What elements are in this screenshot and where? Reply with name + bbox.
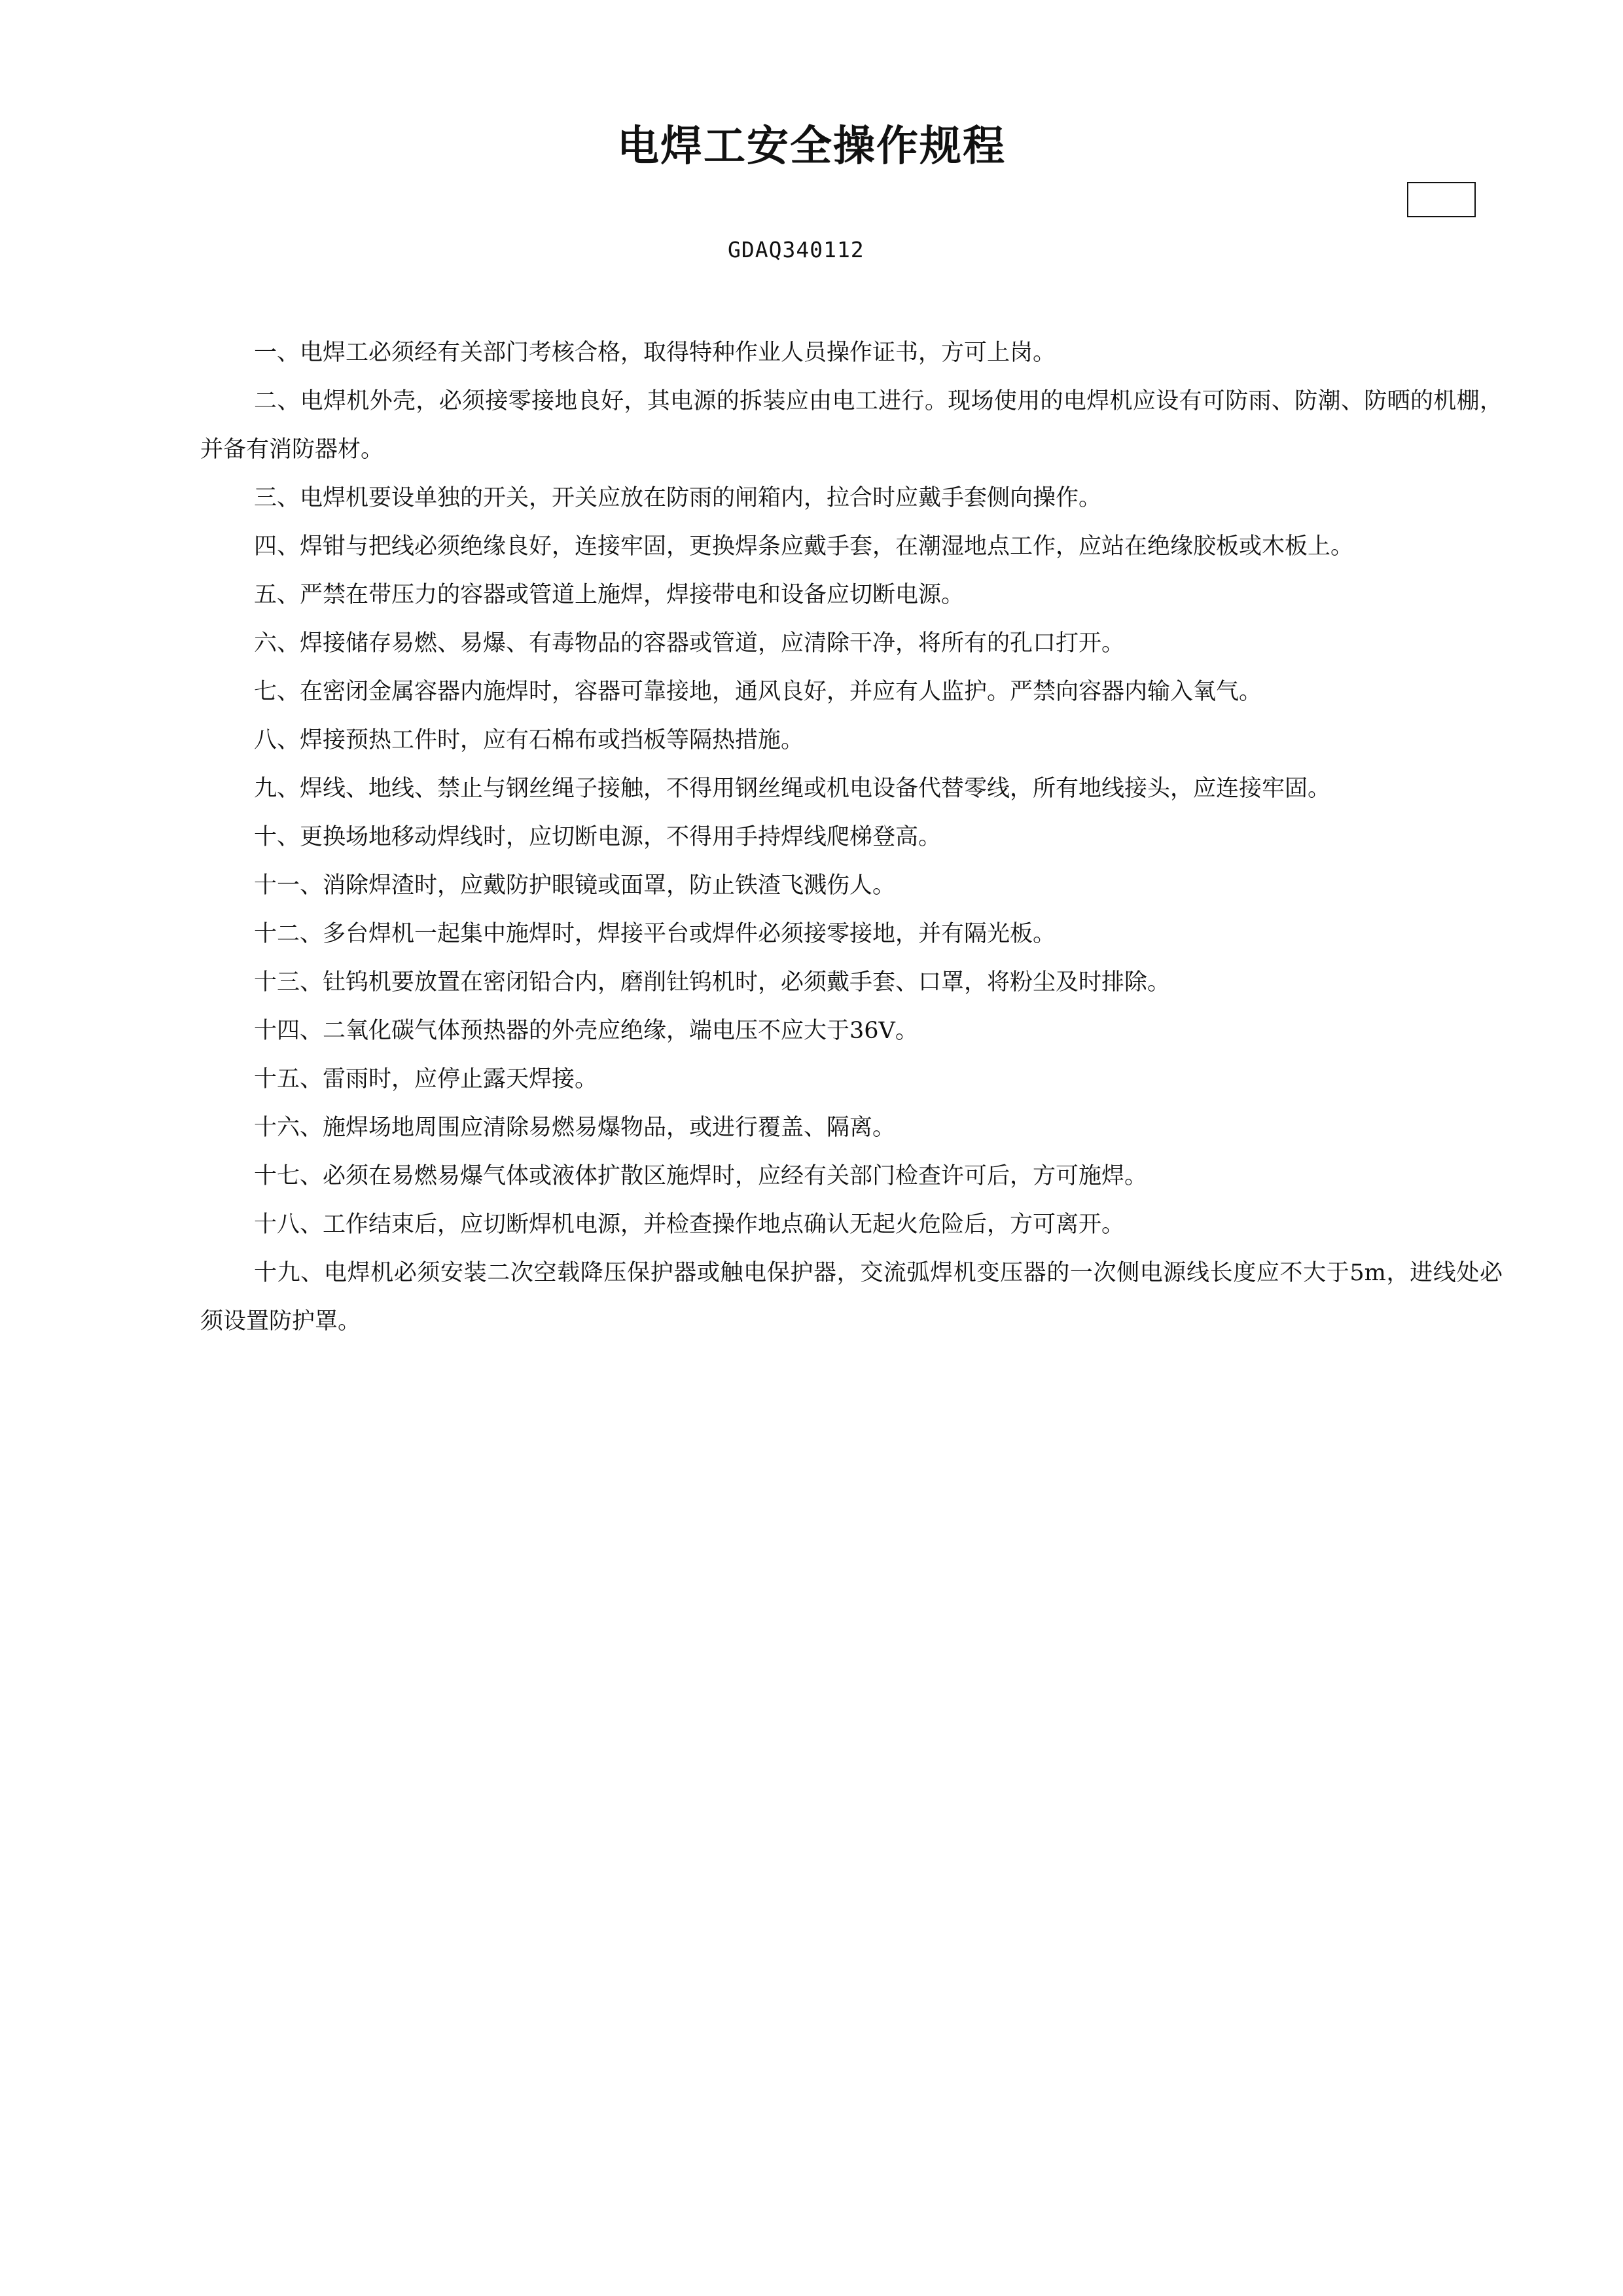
clause-item: 一、电焊工必须经有关部门考核合格，取得特种作业人员操作证书，方可上岗。 <box>254 340 1056 366</box>
clause-item: 十三、钍钨机要放置在密闭铅合内，磨削钍钨机时，必须戴手套、口罩，将粉尘及时排除。 <box>254 969 1171 996</box>
clause-item: 十一、消除焊渣时，应戴防护眼镜或面罩，防止铁渣飞溅伤人。 <box>254 872 896 899</box>
clause-item: 六、焊接储存易燃、易爆、有毒物品的容器或管道，应清除干净，将所有的孔口打开。 <box>254 630 1125 656</box>
document-title: 电焊工安全操作规程 <box>617 122 1006 171</box>
clause-item: 二、电焊机外壳，必须接零接地良好，其电源的拆装应由电工进行。现场使用的电焊机应设有可防雨、防潮、防晒的机棚，并备有消防器材。 <box>200 388 1503 463</box>
clause-item: 十、更换场地移动焊线时，应切断电源，不得用手持焊线爬梯登高。 <box>254 824 942 850</box>
clause-item: 三、电焊机要设单独的开关，开关应放在防雨的闸箱内，拉合时应戴手套侧向操作。 <box>254 485 1102 511</box>
clause-list <box>200 329 1503 1346</box>
clause-item: 十六、施焊场地周围应清除易燃易爆物品，或进行覆盖、隔离。 <box>254 1115 896 1141</box>
clause-item: 十九、电焊机必须安装二次空载降压保护器或触电保护器，交流弧焊机变压器的一次侧电源线长度应不大于5m，进线处必须设置防护罩。 <box>200 1260 1503 1335</box>
clause-item: 十八、工作结束后，应切断焊机电源，并检查操作地点确认无起火危险后，方可离开。 <box>254 1211 1125 1238</box>
clause-item: 七、在密闭金属容器内施焊时，容器可靠接地，通风良好，并应有人监护。严禁向容器内输入氧气。 <box>254 679 1262 705</box>
clause-item: 十二、多台焊机一起集中施焊时，焊接平台或焊件必须接零接地，并有隔光板。 <box>254 921 1056 947</box>
stamp-box <box>1407 182 1476 217</box>
clause-item: 十七、必须在易燃易爆气体或液体扩散区施焊时，应经有关部门检查许可后，方可施焊。 <box>254 1163 1148 1189</box>
clause-item: 九、焊线、地线、禁止与钢丝绳子接触，不得用钢丝绳或机电设备代替零线，所有地线接头，应连接牢固。 <box>254 776 1331 802</box>
clause-item: 八、焊接预热工件时，应有石棉布或挡板等隔热措施。 <box>254 727 804 753</box>
clause-item: 十五、雷雨时，应停止露天焊接。 <box>254 1066 598 1092</box>
clause-item: 四、焊钳与把线必须绝缘良好，连接牢固，更换焊条应戴手套，在潮湿地点工作，应站在绝缘胶板或木板上。 <box>254 533 1354 560</box>
document-code: GDAQ340112 <box>728 237 865 262</box>
clause-item: 十四、二氧化碳气体预热器的外壳应绝缘，端电压不应大于36V。 <box>254 1018 918 1044</box>
clause-item: 五、严禁在带压力的容器或管道上施焊，焊接带电和设备应切断电源。 <box>254 582 965 608</box>
